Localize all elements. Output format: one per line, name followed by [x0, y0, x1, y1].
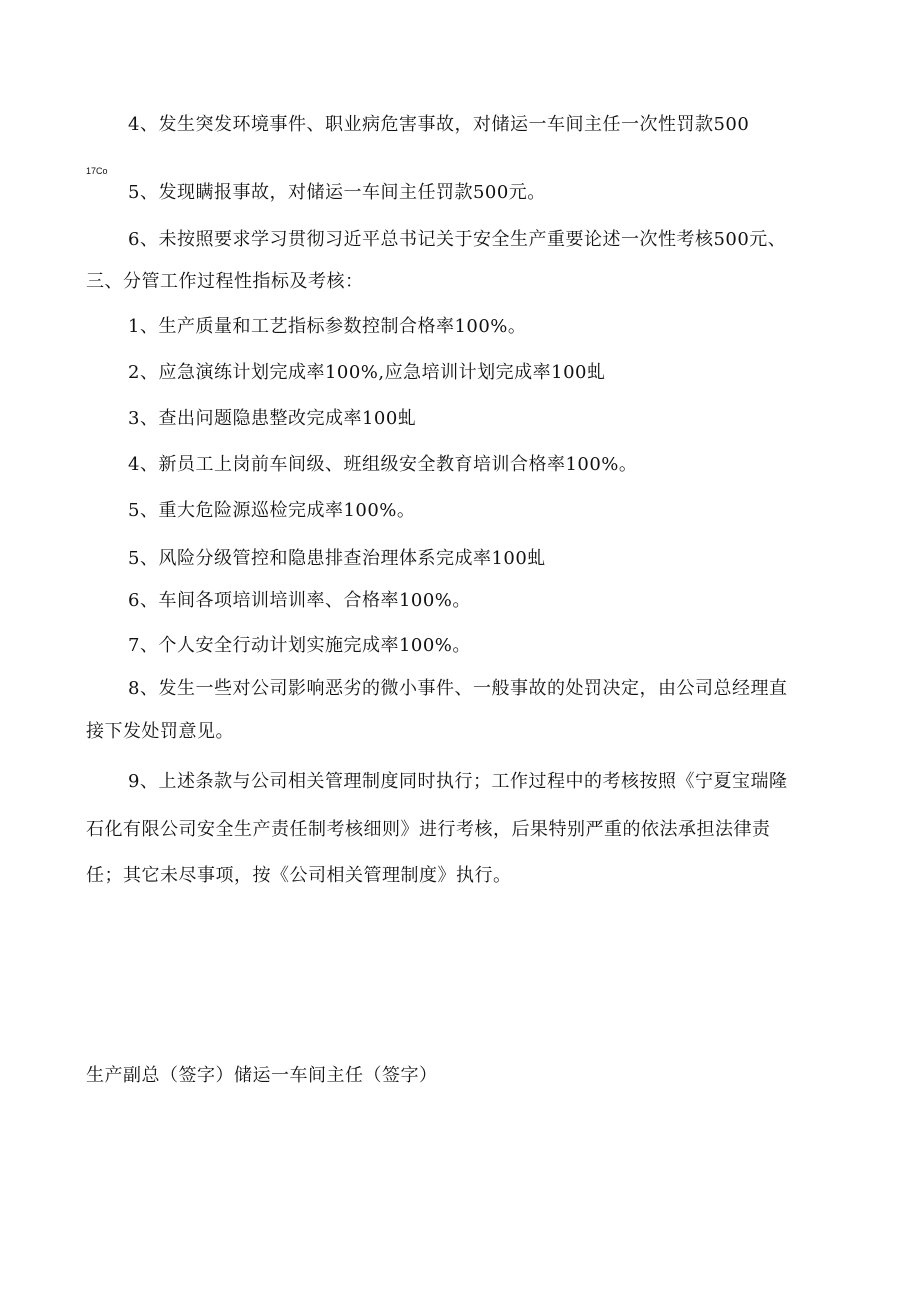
clause-9-continuation-2: 任；其它未尽事项，按《公司相关管理制度》执行。 [86, 865, 512, 886]
indicator-5-hazard-inspection: 5、重大危险源巡检完成率100%。 [128, 500, 416, 521]
clause-8-continuation: 接下发处罚意见。 [86, 721, 234, 742]
margin-note: 17Co [86, 166, 108, 176]
indicator-2-emergency-drill: 2、应急演练计划完成率100%,应急培训计划完成率100虬 [128, 362, 606, 383]
clause-9-continuation-1: 石化有限公司安全生产责任制考核细则》进行考核，后果特别严重的依法承担法律责 [86, 819, 771, 840]
clause-6-study-requirement: 6、未按照要求学习贯彻习近平总书记关于安全生产重要论述一次性考核500元、 [128, 229, 787, 250]
indicator-1-quality: 1、生产质量和工艺指标参数控制合格率100%。 [128, 316, 527, 337]
section-3-heading: 三、分管工作过程性指标及考核： [86, 271, 364, 292]
indicator-3-hazard-rectification: 3、查出问题隐患整改完成率100虬 [128, 408, 417, 429]
clause-8-penalty-decision: 8、发生一些对公司影响恶劣的微小事件、一般事故的处罚决定，由公司总经理直 [128, 678, 788, 699]
indicator-4-new-staff-training: 4、新员工上岗前车间级、班组级安全教育培训合格率100%。 [128, 454, 638, 475]
indicator-7-safety-plan: 7、个人安全行动计划实施完成率100%。 [128, 635, 471, 656]
clause-5-concealed-report: 5、发现瞒报事故，对储运一车间主任罚款500元。 [128, 182, 546, 203]
indicator-6-workshop-training: 6、车间各项培训培训率、合格率100%。 [128, 590, 471, 611]
clause-4-environment-incident: 4、发生突发环境事件、职业病危害事故，对储运一车间主任一次性罚款500 [128, 114, 750, 135]
indicator-5-risk-control: 5、风险分级管控和隐患排查治理体系完成率100虬 [128, 548, 546, 569]
signature-line: 生产副总（签字）储运一车间主任（签字） [86, 1065, 438, 1086]
clause-9-execution: 9、上述条款与公司相关管理制度同时执行；工作过程中的考核按照《宁夏宝瑞隆 [128, 771, 788, 792]
